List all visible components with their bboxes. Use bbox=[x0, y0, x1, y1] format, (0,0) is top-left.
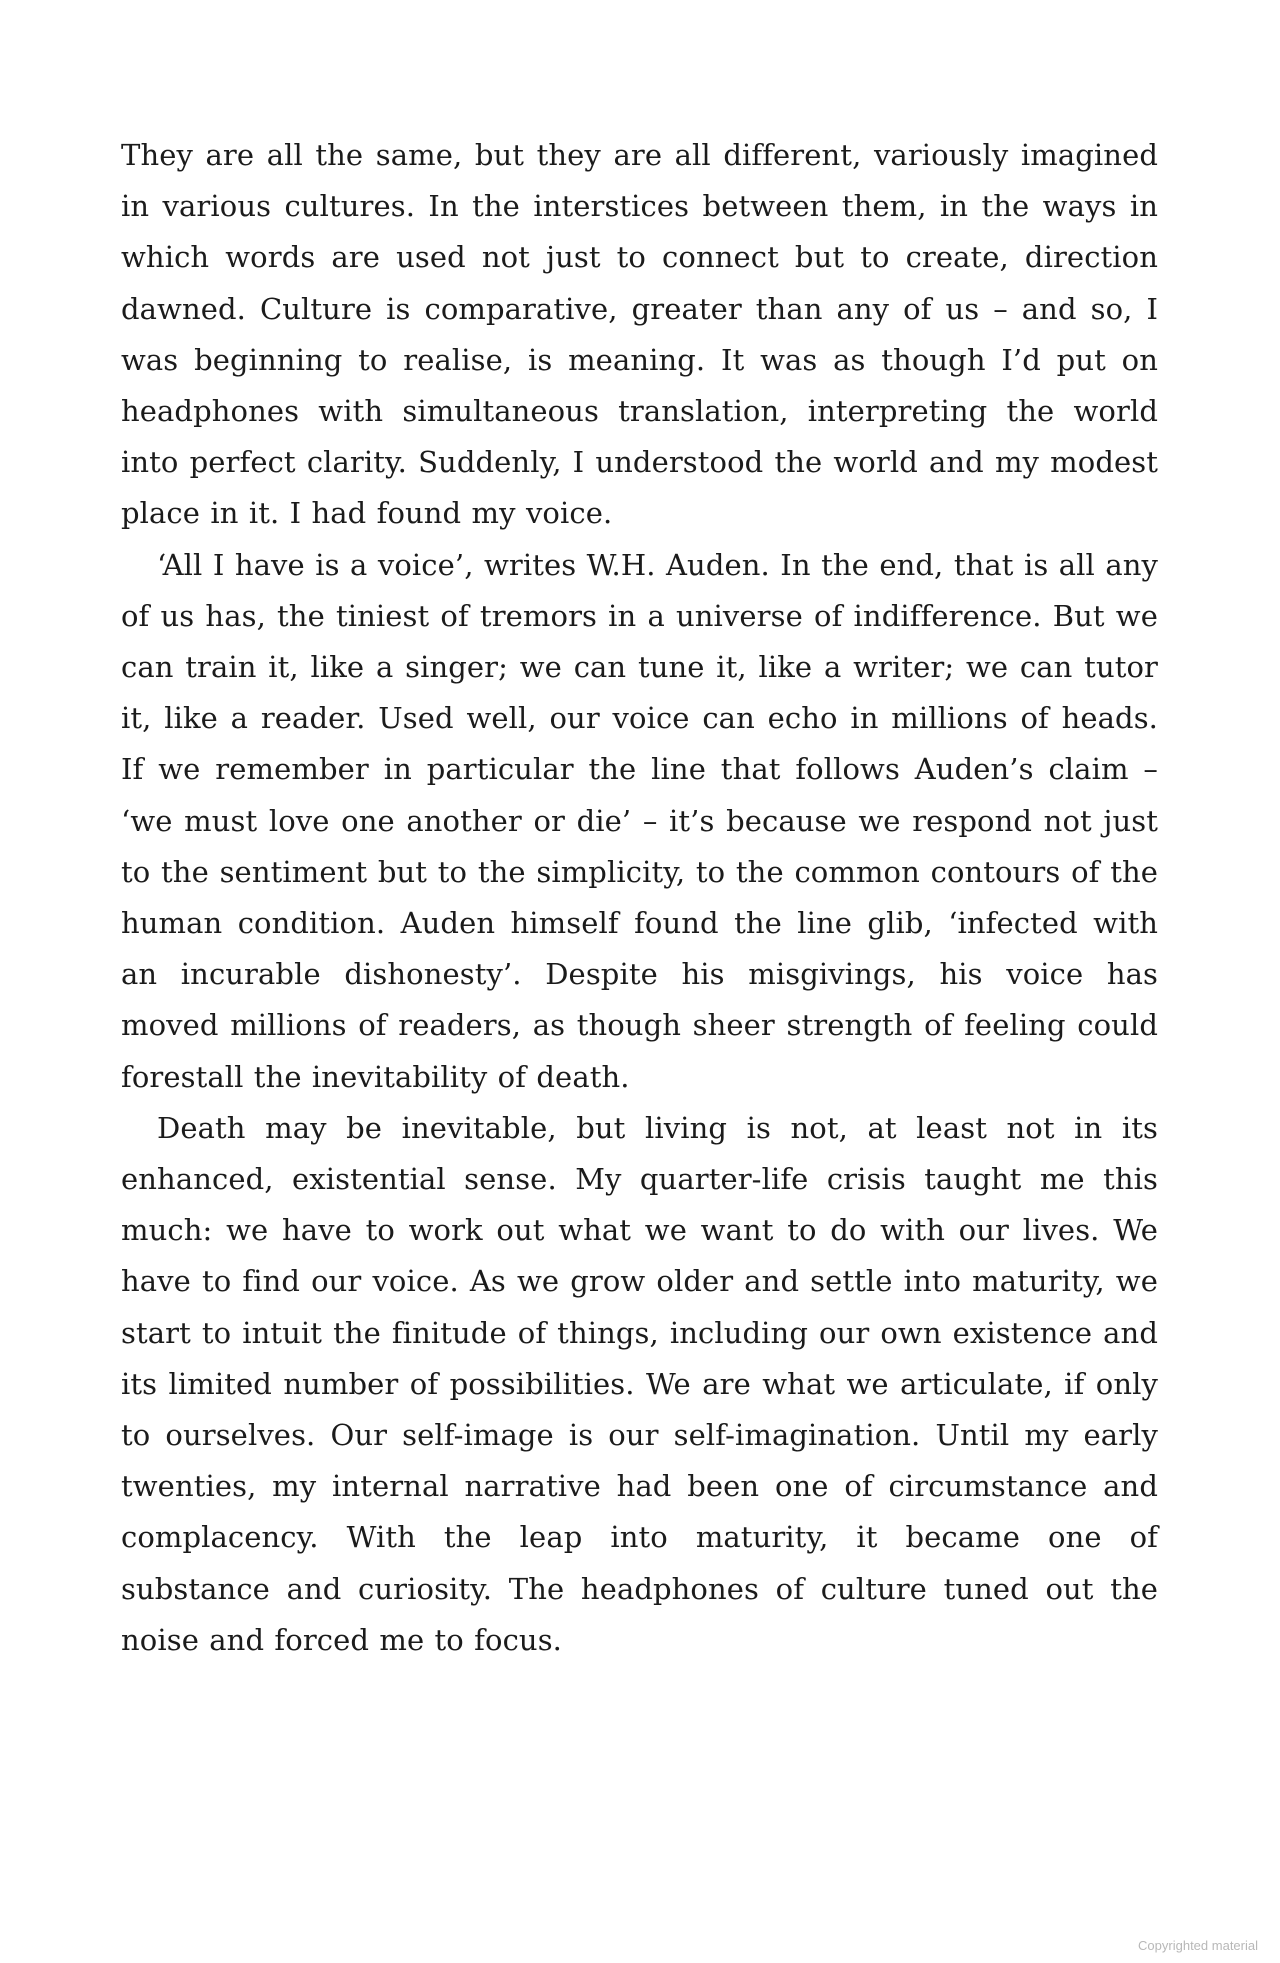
paragraph-1: They are all the same, but they are all different, variously imagined in various cultures. In the interstices between them, in the ways in which words are used not just to connect but to create, direction dawned. Culture is comparative, greater than any of us – and so, I was beginning to realise, is meaning. It was as though I’d put on headphones with simultaneous translation, interpreting the world into perfect clarity. Suddenly, I understood the world and my modest place in it. I had found my voice. bbox=[121, 138, 1158, 531]
paragraph-2: ‘All I have is a voice’, writes W.H. Auden. In the end, that is all any of us has, the tiniest of tremors in a universe of indifference. But we can train it, like a singer; we can tune it, like a writer; we can tutor it, like a reader. Used well, our voice can echo in millions of heads. If we remember in particular the line that follows Auden’s claim – ‘we must love one another or die’ – it’s because we respond not just to the sentiment but to the simplicity, to the common contours of the human condition. Auden himself found the line glib, ‘infected with an incurable dishonesty’. Despite his misgivings, his voice has moved millions of readers, as though sheer strength of feeling could forestall the inevitability of death. bbox=[121, 547, 1158, 1094]
paragraph-3: Death may be inevitable, but living is not, at least not in its enhanced, existential sense. My quarter-life crisis taught me this much: we have to work out what we want to do with our lives. We have to find our voice. As we grow older and settle into maturity, we start to intuit the finitude of things, including our own existence and its limited number of possibilities. We are what we articulate, if only to ourselves. Our self-image is our self-imagination. Until my early twenties, my internal narrative had been one of circumstance and complacency. With the leap into maturity, it became one of substance and curiosity. The headphones of culture tuned out the noise and forced me to focus. bbox=[121, 1110, 1158, 1657]
body-text bbox=[121, 130, 1158, 1666]
copyright-watermark: Copyrighted material bbox=[1138, 1938, 1258, 1953]
